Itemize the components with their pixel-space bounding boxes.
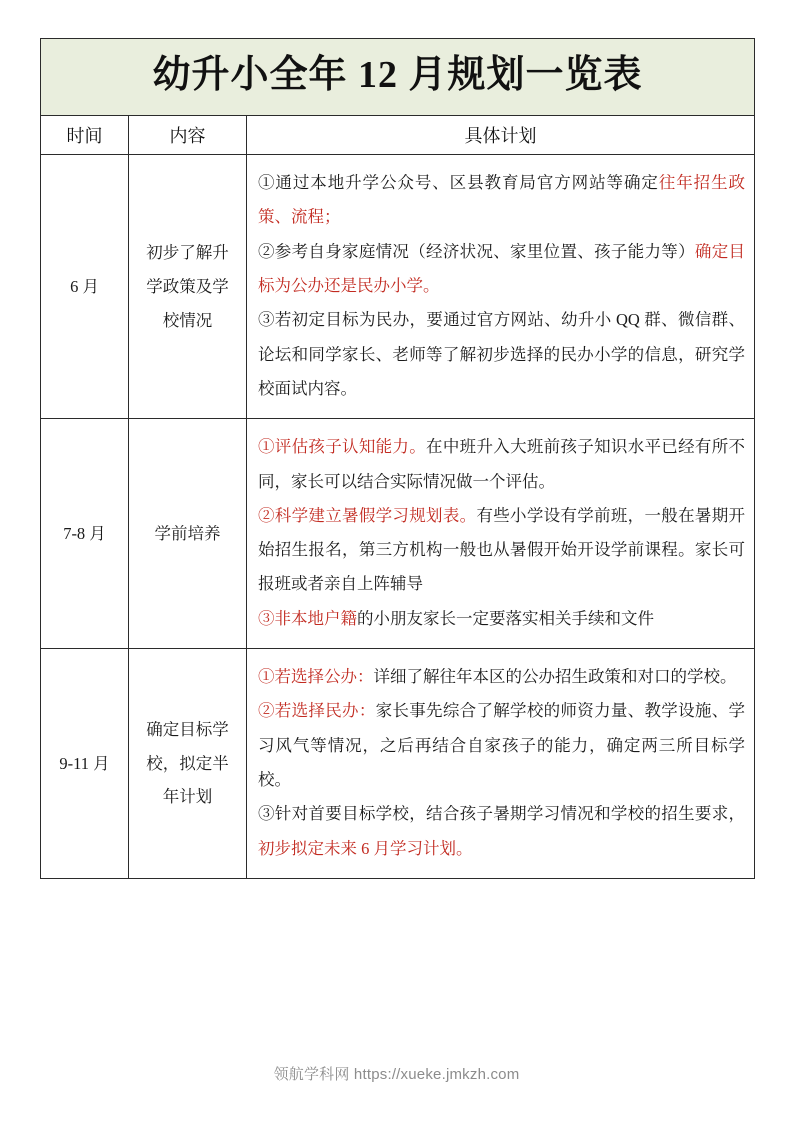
- plan-text: ②参考自身家庭情况（经济状况、家里位置、孩子能力等）: [258, 241, 695, 261]
- plan-item: [258, 660, 745, 694]
- row-plan: [247, 155, 755, 419]
- table-row: [41, 649, 755, 879]
- plan-item: [258, 430, 745, 499]
- header-row: [41, 116, 755, 155]
- footer-watermark: 领航学科网 https://xueke.jmkzh.com: [273, 1066, 520, 1083]
- plan-item: [258, 235, 745, 304]
- plan-item: [258, 694, 745, 797]
- row-time: 7-8 月: [41, 419, 129, 649]
- plan-text-highlight: 初步拟定未来 6 月学习计划。: [258, 838, 473, 858]
- page-title: 幼升小全年 12 月规划一览表: [152, 54, 643, 96]
- column-header-time: 时间: [41, 116, 129, 155]
- row-time: 6 月: [41, 155, 129, 419]
- plan-text: ①通过本地升学公众号、区县教育局官方网站等确定: [258, 173, 659, 192]
- plan-text: 详细了解往年本区的公办招生政策和对口的学校。: [373, 667, 737, 687]
- plan-text-highlight: ①若选择公办：: [258, 667, 374, 687]
- plan-text-highlight: 往年招生政策、流程；: [258, 173, 746, 227]
- title-row: [41, 39, 755, 116]
- row-time: 9-11 月: [41, 649, 129, 879]
- plan-text: 有些小学设有学前班，一般在暑期开始招生报名，第三方机构一般也从暑假开始开设学前课程。家长可报班或者亲自上阵辅导: [258, 505, 746, 594]
- row-plan: [247, 649, 755, 879]
- table-title-cell: [41, 39, 755, 116]
- plan-item: [258, 499, 745, 602]
- plan-text-highlight: 确定目标为公办还是民办小学。: [258, 241, 746, 295]
- column-header-topic: 内容: [129, 116, 247, 155]
- plan-text: 在中班升入大班前孩子知识水平已经有所不同，家长可以结合实际情况做一个评估。: [258, 437, 746, 491]
- row-topic: 初步了解升学政策及学校情况: [129, 155, 247, 419]
- plan-text-highlight: ②科学建立暑假学习规划表。: [258, 505, 477, 525]
- plan-text-highlight: ①评估孩子认知能力。: [258, 437, 427, 457]
- plan-table: [40, 38, 755, 879]
- column-header-plan: 具体计划: [247, 116, 755, 155]
- plan-item: [258, 797, 745, 866]
- plan-text-highlight: ②若选择民办：: [258, 701, 376, 721]
- row-plan: [247, 419, 755, 649]
- plan-text: 家长事先综合了解学校的师资力量、教学设施、学习风气等情况，之后再结合自家孩子的能力，确定两三所目标学校。: [258, 701, 746, 789]
- plan-text: 的小朋友家长一定要落实相关手续和文件: [357, 608, 654, 628]
- plan-text: ③若初定目标为民办，要通过官方网站、幼升小 QQ 群、微信群、论坛和同学家长、老师等了解初步选择的民办小学的信息，研究学校面试内容。: [258, 310, 745, 398]
- plan-item: [258, 303, 745, 406]
- table-row: [41, 155, 755, 419]
- table-row: [41, 419, 755, 649]
- plan-item: [258, 166, 745, 235]
- row-topic: 确定目标学校，拟定半年计划: [129, 649, 247, 879]
- plan-text-highlight: ③非本地户籍: [258, 608, 357, 628]
- plan-item: [258, 602, 745, 636]
- plan-text: ③针对首要目标学校，结合孩子暑期学习情况和学校的招生要求，: [258, 804, 745, 824]
- row-topic: 学前培养: [129, 419, 247, 649]
